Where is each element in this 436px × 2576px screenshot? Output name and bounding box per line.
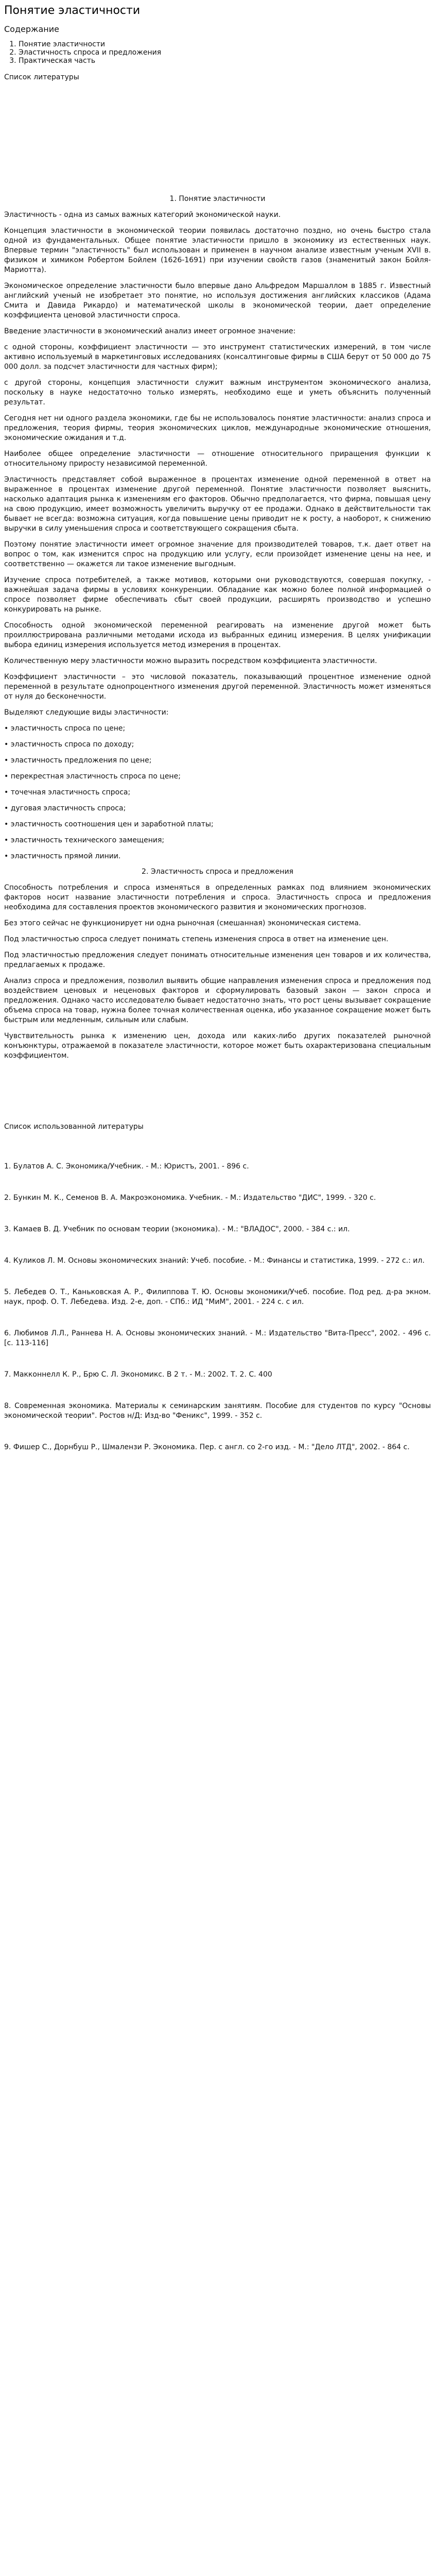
paragraph: Эластичность - одна из самых важных категорий экономической науки. — [4, 211, 281, 219]
paragraph: Способность одной экономической переменной реагировать на изменение другой может быть проиллюстрирована различными методами исхода из выбранных единиц измерения. В целях унификации выбора единиц измерения используется метод измерения в процентах. — [4, 621, 431, 649]
toc-item[interactable] — [19, 48, 431, 57]
paragraph: Изучение спроса потребителей, а также мотивов, которыми они руководствуются, совершая покупку, - важнейшая задача фирмы в условиях конкуренции. Обладание как можно более полной информацией о спросе позволяет фирме обеспечивать сбыт своей продукции, расширять производство и успешно конкурировать на рынке. — [4, 576, 431, 614]
toc-link-2[interactable]: Эластичность спроса и предложения — [19, 48, 162, 57]
paragraph: Коэффициент эластичности – это числовой показатель, показывающий процентное изменение одной переменной в результате однопроцентного изменения другой переменной. Эластичность может изменяться от нуля до бесконечности. — [4, 673, 431, 701]
reference-item: 8. Современная экономика. Материалы к семинарским занятиям. Пособие для студентов по курсу "Основы экономической теории". Ростов н/Д: Изд-во "Феникс", 1999. - 352 с. — [4, 1402, 431, 1420]
paragraph: Наиболее общее определение эластичности — отношение относительного приращения функции к относительному приросту независимой переменной. — [4, 450, 431, 468]
toc-link-1[interactable]: Понятие эластичности — [19, 40, 106, 48]
reference-item: 5. Лебедев О. Т., Каньковская А. Р., Филиппова Т. Ю. Основы экономики/Учеб. пособие. Под ред. д-ра экном. наук, проф. О. Т. Лебедева. Изд. 2-е, доп. - СПб.: ИД "МиМ", 2001. - 224 с. с ил. — [4, 1288, 431, 1306]
paragraph: с одной стороны, коэффициент эластичности — это инструмент статистических измерений, в том числе активно используемый в маркетинговых исследованиях (консалтинговые фирмы в США берут от 50 000 до 75 000 долл. за подсчет эластичности для частных фирм); — [4, 343, 431, 371]
paragraph: Под эластичностью спроса следует понимать степень изменения спроса в ответ на изменение цен. — [4, 935, 389, 943]
paragraph: • эластичность соотношения цен и заработной платы; — [4, 820, 214, 828]
paragraph: Выделяют следующие виды эластичности: — [4, 708, 169, 717]
section-1-body — [4, 210, 431, 861]
paragraph: • эластичность технического замещения; — [4, 836, 165, 844]
paragraph: Экономическое определение эластичности было впервые дано Альфредом Маршаллом в 1885 г. Известный английский ученый не изобретает это понятие, но используя достижения английских классиков (Адама Смита и Давида Рикардо) и математической школы в экономической теории, дает определение коэффициента ценовой эластичности спроса. — [4, 282, 431, 319]
toc-item[interactable] — [19, 40, 431, 48]
table-of-contents — [4, 40, 431, 65]
paragraph: • эластичность предложения по цене; — [4, 756, 152, 765]
paragraph: Без этого сейчас не функционирует ни одна рыночная (смешанная) экономическая система. — [4, 919, 361, 927]
paragraph: Анализ спроса и предложения, позволил выявить общие направления изменения спроса и предложения под воздействием ценовых и неценовых факторов и сформулировать базовый закон — закон спроса и предложения. Однако часто исследователю бывает недостаточно знать, что рост цены вызывает сокращение объема спроса на товар, нужна более точная количественная оценка, ибо указанное сокращение может быть быстрым или медленным, сильным или слабым. — [4, 977, 431, 1024]
reference-item: 2. Бункин М. К., Семенов В. А. Макроэкономика. Учебник. - М.: Издательство "ДИС", 1999. - 320 с. — [4, 1194, 376, 1202]
paragraph: с другой стороны, концепция эластичности служит важным инструментом экономического анализа, поскольку в науке недостаточно только измерять, необходимо еще и уметь объяснить полученный результат. — [4, 379, 431, 406]
reference-item: 1. Булатов А. С. Экономика/Учебник. - М.: Юристъ, 2001. - 896 с. — [4, 1162, 249, 1171]
paragraph: Чувствительность рынка к изменению цен, дохода или каких-либо других показателей рыночной конъюнктуры, отражаемой в показателе эластичности, которое может быть охарактеризована специальным коэффициентом. — [4, 1032, 431, 1060]
toc-link-3[interactable]: Практическая часть — [19, 57, 96, 65]
page-title: Понятие эластичности — [4, 4, 141, 17]
paragraph: • перекрестная эластичность спроса по цене; — [4, 772, 181, 781]
paragraph: Эластичность представляет собой выраженное в процентах изменение одной переменной в ответ на выраженное в процентах изменение другой переменной. Понятие эластичности позволяет выяснить, насколько адаптация рынка к изменениям его факторов. Обычно предполагается, что фирма, повышая цену на свою продукцию, имеет возможность увеличить выручку от ее продажи. Однако в действительности так бывает не всегда: возможна ситуация, когда повышение цены приводит не к росту, а наоборот, к снижению выручки в силу уменьшения спроса и соответствующего сокращения сбыта. — [4, 476, 431, 533]
literature-list — [4, 1162, 431, 1452]
blank-space — [4, 81, 431, 195]
reference-item: 9. Фишер С., Дорнбуш Р., Шмалензи Р. Экономика. Пер. с англ. со 2-го изд. - М.: "Дело ЛТД", 2002. - 864 с. — [4, 1443, 410, 1451]
reference-item: 7. Макконнелл К. Р., Брю С. Л. Экономикс. В 2 т. - М.: 2002. Т. 2. С. 400 — [4, 1370, 272, 1379]
reference-item: 3. Камаев В. Д. Учебник по основам теории (экономика). - М.: "ВЛАДОС", 2000. - 384 с.: ил. — [4, 1225, 350, 1233]
paragraph: • эластичность спроса по доходу; — [4, 740, 134, 749]
reference-item: 6. Любимов Л.Л., Раннева Н. А. Основы экономических знаний. - М.: Издательство "Вита-Пресс", 2002. - 496 с. [с. 113-116] — [4, 1329, 431, 1347]
paragraph: Количественную меру эластичности можно выразить посредством коэффициента эластичности. — [4, 657, 377, 665]
toc-literature-link[interactable]: Список литературы — [4, 73, 79, 81]
toc-item[interactable] — [19, 57, 431, 65]
paragraph: Поэтому понятие эластичности имеет огромное значение для производителей товаров, т.к. дает ответ на вопрос о том, как изменится спрос на продукцию или услугу, если произойдет изменение цены на нее, и соответственно — окажется ли такое изменение выгодным. — [4, 540, 431, 568]
paragraph: • точечная эластичность спроса; — [4, 788, 131, 796]
paragraph: Сегодня нет ни одного раздела экономики, где бы не использовалось понятие эластичности: анализ спроса и предложения, теория фирмы, теория экономических циклов, международные экономические отношения, экономические ожидания и т.д. — [4, 414, 431, 442]
section-2-body — [4, 883, 431, 1061]
section-2-title: 2. Эластичность спроса и предложения — [142, 868, 293, 876]
paragraph: Способность потребления и спроса изменяться в определенных рамках под влиянием экономических факторов носит название эластичности потребления и спроса. Эластичность спроса и предложения необходима для составления проектов экономического развития и экономических прогнозов. — [4, 884, 431, 911]
paragraph: Введение эластичности в экономический анализ имеет огромное значение: — [4, 327, 296, 335]
paragraph: • эластичность прямой линии. — [4, 852, 121, 860]
toc-heading: Содержание — [4, 24, 59, 34]
paragraph: Под эластичностью предложения следует понимать относительные изменения цен товаров и их количества, предлагаемых к продаже. — [4, 951, 431, 969]
paragraph: Концепция эластичности в экономической теории появилась достаточно поздно, но очень быстро стала одной из фундаментальных. Общее понятие эластичности пришло в экономику из естественных наук. Впервые термин "эластичность" был использован и применен в научном анализе известным ученым XVII в. физиком и химиком Робертом Бойлем (1626-1691) при изучении свойств газов (знаменитый закон Бойля-Мариотта). — [4, 227, 431, 274]
section-1-title: 1. Понятие эластичности — [169, 195, 266, 203]
paragraph: • дуговая эластичность спроса; — [4, 804, 126, 812]
reference-item: 4. Куликов Л. М. Основы экономических знаний: Учеб. пособие. - М.: Финансы и статистика, 1999. - 272 с.: ил. — [4, 1257, 425, 1265]
literature-heading: Список использованной литературы — [4, 1123, 144, 1131]
paragraph: • эластичность спроса по цене; — [4, 724, 126, 733]
